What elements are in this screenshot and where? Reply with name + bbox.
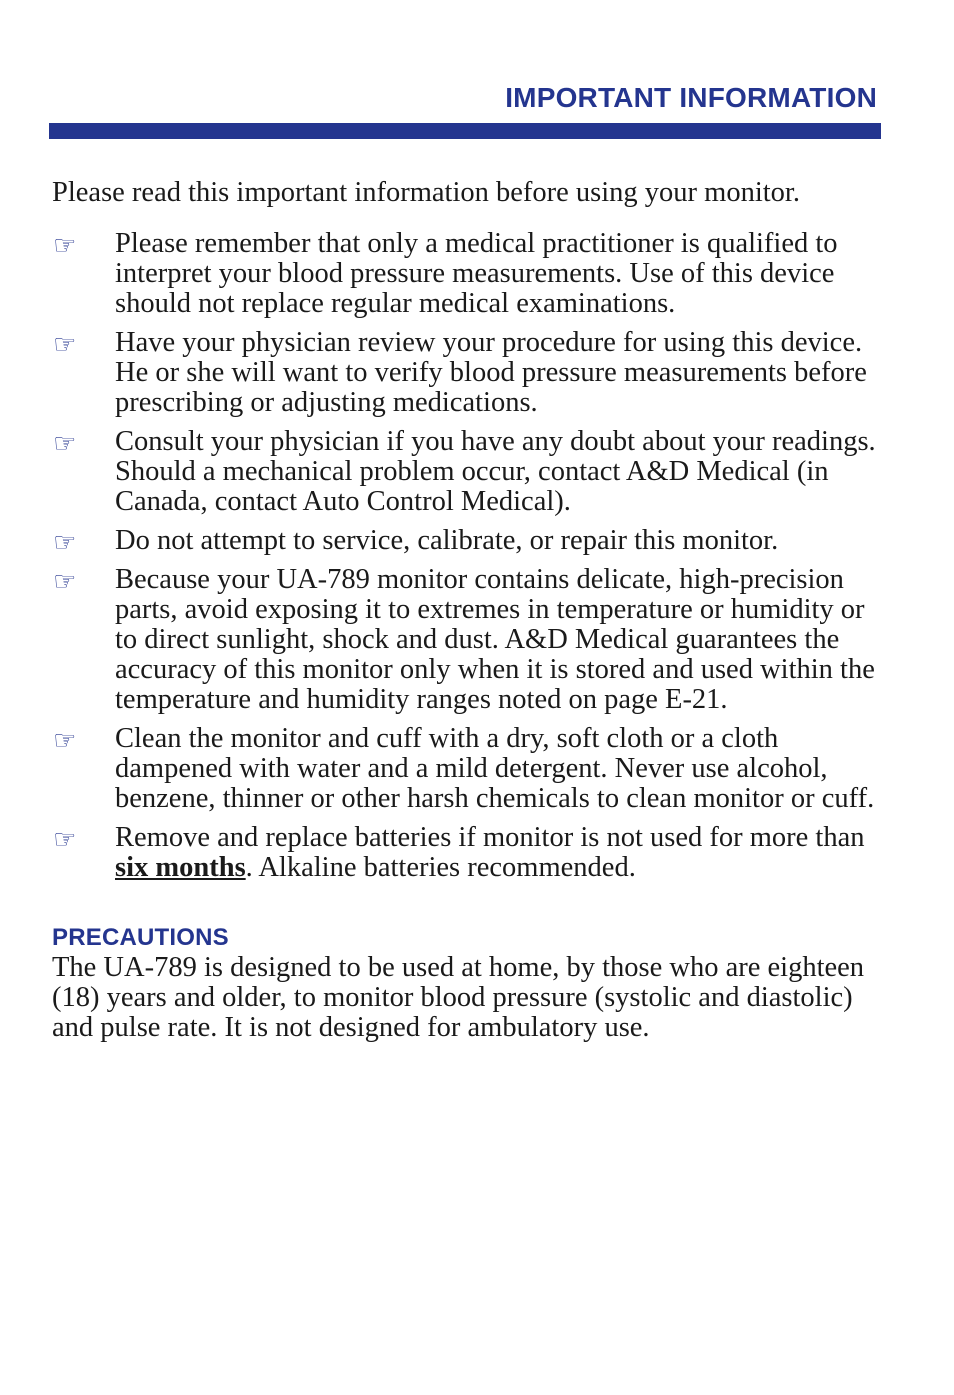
emphasis-text: six months	[115, 852, 246, 883]
intro-text: Please read this important information before using your monitor.	[52, 177, 800, 208]
list-item	[52, 229, 884, 319]
list-item-text: Have your physician review your procedure for using this device. He or she will want to verify blood pressure measurements before prescribing or adjusting medications.	[115, 327, 867, 418]
pointing-hand-icon: ☞	[53, 825, 77, 855]
header-rule	[49, 123, 881, 139]
page-title: IMPORTANT INFORMATION	[505, 82, 877, 113]
list-item-text: Clean the monitor and cuff with a dry, soft cloth or a cloth dampened with water and a mild detergent. Never use alcohol, benzene, thinner or other harsh chemicals to clean monitor or cuff.	[115, 723, 875, 814]
list-item	[52, 724, 884, 814]
pointing-hand-icon: ☞	[53, 567, 77, 597]
list-item-suffix: . Alkaline batteries recommended.	[245, 852, 636, 883]
list-item-text: Please remember that only a medical practitioner is qualified to interpret your blood pressure measurements. Use of this device should not replace regular medical examinations.	[115, 228, 838, 319]
list-item-text: Do not attempt to service, calibrate, or repair this monitor.	[115, 525, 779, 556]
section-title: PRECAUTIONS	[52, 924, 229, 951]
list-item-text: Because your UA-789 monitor contains delicate, high-precision parts, avoid exposing it to extremes in temperature or humidity or to direct sunlight, shock and dust. A&D Medical guarantees the accuracy of this monitor only when it is stored and used within the temperature and humidity ranges noted on page E-21.	[115, 564, 875, 715]
list-item	[52, 823, 884, 883]
pointing-hand-icon: ☞	[53, 726, 77, 756]
list-item	[52, 526, 884, 556]
pointing-hand-icon: ☞	[53, 231, 77, 261]
list-item	[52, 427, 884, 517]
pointing-hand-icon: ☞	[53, 429, 77, 459]
list-item-continuation	[115, 853, 884, 883]
list-item	[52, 565, 884, 715]
list-item-text: Consult your physician if you have any doubt about your readings. Should a mechanical problem occur, contact A&D Medical (in Canada, contact Auto Control Medical).	[115, 426, 876, 517]
list-item-text: Remove and replace batteries if monitor is not used for more than	[115, 822, 865, 853]
page-content	[52, 178, 884, 1043]
important-info-list	[52, 229, 884, 883]
section-body: The UA-789 is designed to be used at home, by those who are eighteen (18) years and older, to monitor blood pressure (systolic and diastolic) and pulse rate. It is not designed for ambulatory use.	[52, 952, 865, 1043]
list-item	[52, 328, 884, 418]
pointing-hand-icon: ☞	[53, 528, 77, 558]
pointing-hand-icon: ☞	[53, 330, 77, 360]
